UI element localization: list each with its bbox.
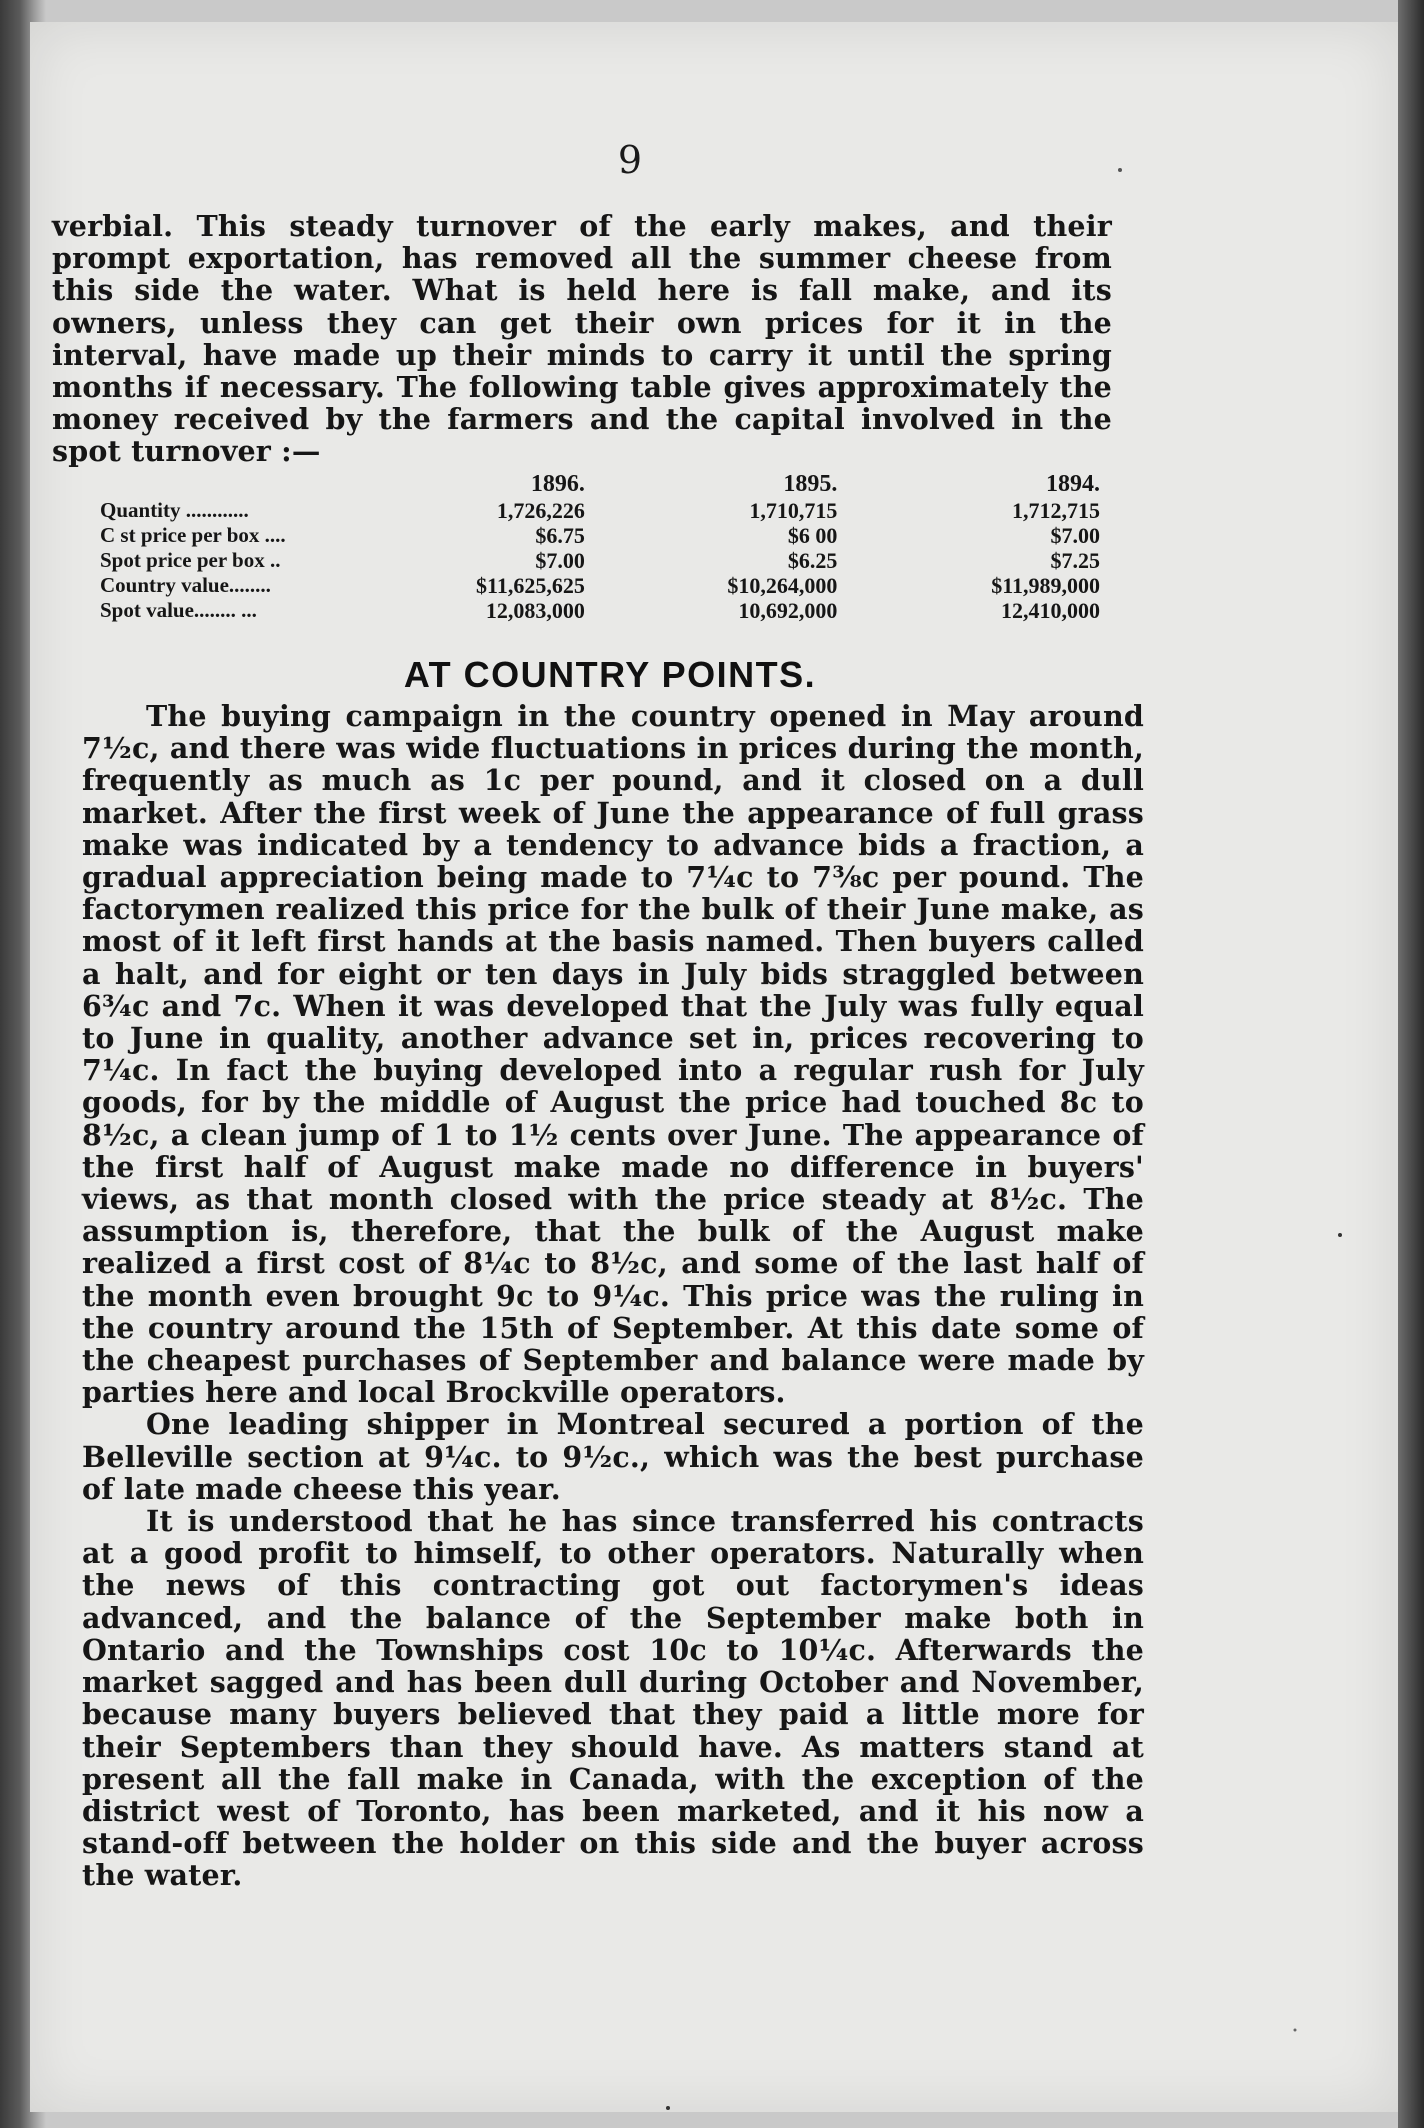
table-cell: 1,726,226 xyxy=(496,498,585,523)
table-cell: $6 00 xyxy=(787,523,838,548)
year-header: 1895. xyxy=(783,471,838,497)
dust-speck xyxy=(1294,2029,1297,2032)
table-cell: $6.75 xyxy=(535,523,585,548)
table-cell: $6.25 xyxy=(787,548,838,573)
paragraph: The buying campaign in the country opened in May around 7½c, and there was wide fluctuations in prices during the month, frequently as much as 1c per pound, and it closed on a dull market. After the first week of June the appearance of full grass make was indicated by a tendency to advance bids a fraction, a gradual appreciation being made to 7¼c to 7⅜c per pound. The factorymen realized this price for the bulk of their June make, as most of it left first hands at the basis named. Then buyers called a halt, and for eight or ten days in July bids straggled between 6¾c and 7c. When it was developed that the July was fully equal to June in quality, another advance set in, prices recovering to 7¼c. In fact the buying developed into a regular rush for July goods, for by the middle of August the price had touched 8c to 8½c, a clean jump of 1 to 1½ cents over June. The appearance of the first half of August make made no difference in buyers' views, as that month closed with the price steady at 8½c. The assumption is, therefore, that the bulk of the August make realized a first cost of 8¼c to 8½c, and some of the last half of the month even brought 9c to 9¼c. This price was the ruling in the country around the 15th of September. At this date some of the cheapest purchases of September and balance were made by parties here and local Brockville operators. xyxy=(82,699,1144,1410)
table-cell: 1,712,715 xyxy=(1012,498,1100,523)
table-cell: $10,264,000 xyxy=(727,573,838,598)
dust-speck xyxy=(1338,1233,1342,1237)
paragraph: One leading shipper in Montreal secured a portion of the Belleville section at 9¼c. to 9½c., which was the best purchase of late made cheese this year. xyxy=(82,1407,1144,1506)
table-cell: 10,692,000 xyxy=(738,598,838,623)
table-cell: $7.00 xyxy=(535,548,585,573)
row-label: C st price per box .... xyxy=(100,523,286,547)
year-header: 1896. xyxy=(530,471,585,497)
section-heading: AT COUNTRY POINTS. xyxy=(403,654,817,695)
table-cell: 1,710,715 xyxy=(749,498,838,523)
page-number: 9 xyxy=(617,138,643,182)
dust-speck xyxy=(666,2106,670,2110)
row-label: Quantity ............ xyxy=(100,498,249,522)
paragraph: It is understood that he has since transferred his contracts at a good profit to himself, to other operators. Naturally when the news of this contracting got out factorymen's ideas advanced, and the balance of the September make both in Ontario and the Townships cost 10c to 10¼c. Afterwards the market sagged and has been dull during October and November, because many buyers believed that they paid a little more for their Septembers than they should have. As matters stand at present all the fall make in Canada, with the exception of the district west of Toronto, has been marketed, and it his now a stand-off between the holder on this side and the buyer across the water. xyxy=(82,1504,1144,1893)
dust-speck xyxy=(1118,168,1122,172)
table-cell: $11,989,000 xyxy=(991,573,1100,598)
table-cell: $7.00 xyxy=(1050,523,1100,548)
intro-paragraph: verbial. This steady turnover of the early makes, and their prompt exportation, has removed all the summer cheese from this side the water. What is held here is fall make, and its owners, unless they can get their own prices for it in the interval, have made up their minds to carry it until the spring months if necessary. The following table gives approximately the money received by the farmers and the capital involved in the spot turnover :— xyxy=(52,209,1112,469)
table-cell: 12,083,000 xyxy=(485,598,585,623)
row-label: Spot value........ ... xyxy=(100,598,257,622)
table-cell: $7.25 xyxy=(1050,548,1100,573)
table-cell: $11,625,625 xyxy=(476,573,585,598)
row-label: Spot price per box .. xyxy=(100,548,281,572)
year-header: 1894. xyxy=(1046,471,1100,497)
table-cell: 12,410,000 xyxy=(1001,598,1100,623)
row-label: Country value........ xyxy=(100,573,271,597)
